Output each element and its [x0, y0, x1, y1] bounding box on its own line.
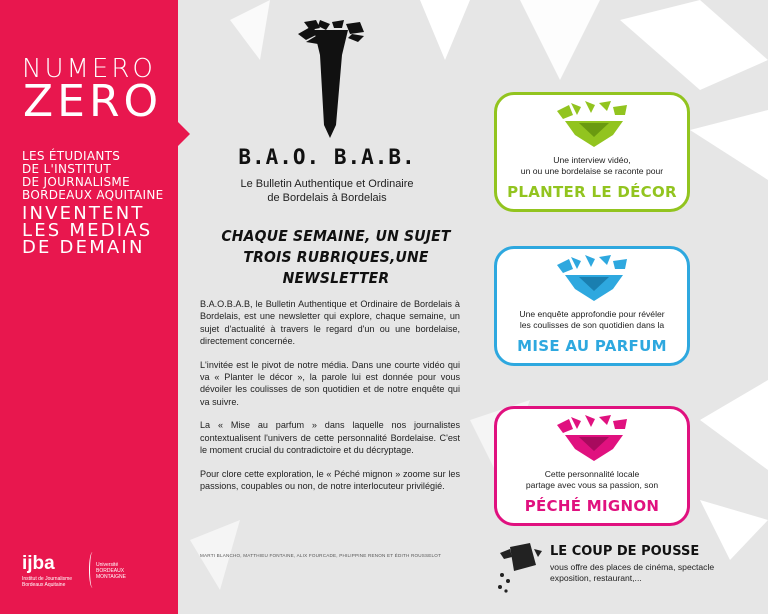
baobab-subtitle	[225, 177, 429, 205]
baobab-blue-icon	[555, 255, 633, 303]
card-description	[497, 469, 687, 491]
card-peche-mignon	[494, 406, 690, 526]
ijba-subtitle: Institut de Journalisme Bordeaux Aquitaine	[22, 576, 73, 588]
sidebar-arrow-icon	[178, 122, 190, 146]
invent-line: INVENTENT	[22, 203, 145, 224]
subtitle-line: Le Bulletin Authentique et Ordinaire	[240, 178, 414, 190]
invent-line: LES MEDIAS	[22, 220, 153, 241]
paragraph: L'invitée est le pivot de notre média. Dans une courte vidéo qui va « Planter le décor », la parole lui est donnée pour vous dévoiler les coulisses de son quotidien et de notre enquête qui va suivre.	[200, 359, 460, 407]
headline-line: TROIS RUBRIQUES,UNE NEWSLETTER	[243, 248, 429, 287]
sidebar	[0, 0, 178, 614]
university-mark-icon	[89, 552, 96, 588]
students-text	[22, 150, 164, 202]
paragraph: Pour clore cette exploration, le « Péché mignon » zoome sur les passions, coupables ou non, de notre interlocuteur privilégié.	[200, 468, 460, 492]
students-line: LES ÉTUDIANTS	[22, 149, 121, 163]
card-planter-le-decor	[494, 92, 690, 212]
card-description	[497, 309, 687, 331]
paragraph: B.A.O.B.A.B, le Bulletin Authentique et Ordinaire de Bordelais à Bordelais, est une newsletter qui explore, chaque semaine, un sujet d'actualité à travers le regard d'un ou une bordelaise, directement concernée.	[200, 299, 460, 346]
desc-line: vous offre des places de cinéma, spectacle	[550, 562, 715, 572]
subtitle-line: de Bordelais à Bordelais	[267, 192, 387, 204]
credits: MARTI BLANCHO, MATTHIEU FONTAINE, ALIX FOURCADE, PHILIPPINE RENON ET ÉDITH ROUSSELOT	[200, 553, 442, 558]
baobab-green-icon	[555, 101, 633, 149]
coup-de-pousse-description	[550, 562, 750, 584]
desc-line: Une enquête approfondie pour révéler	[519, 309, 665, 319]
students-line: DE JOURNALISME	[22, 175, 130, 189]
baobab-title: B.A.O. B.A.B.	[238, 145, 416, 169]
invent-line: DE DEMAIN	[22, 237, 145, 258]
baobab-pink-icon	[555, 415, 633, 463]
university-logo: Université BORDEAUX MONTAIGNE	[96, 562, 126, 580]
desc-line: Cette personnalité locale	[544, 469, 640, 479]
coup-de-pousse-title: LE COUP DE POUSSE	[550, 544, 700, 559]
desc-line: Une interview vidéo,	[553, 155, 631, 165]
watering-can-icon	[496, 543, 546, 595]
students-line: BORDEAUX AQUITAINE	[22, 188, 164, 202]
headline	[205, 226, 467, 289]
paragraph: La « Mise au parfum » dans laquelle nos journalistes contextualisent l'univers de cette personnalité Bordelaise. C'est le moment crucial du contradictoire et du décryptage.	[200, 420, 460, 455]
headline-line: CHAQUE SEMAINE, UN SUJET	[221, 227, 451, 245]
body-text	[200, 298, 460, 504]
ijba-logo: ijba	[22, 553, 55, 574]
invent-text	[22, 205, 152, 256]
card-mise-au-parfum	[494, 246, 690, 366]
desc-line: partage avec vous sa passion, son	[525, 480, 659, 490]
desc-line: un ou une bordelaise se raconte pour	[520, 166, 664, 176]
baobab-tree-icon	[296, 20, 366, 142]
zero-label: ZERO	[23, 76, 163, 127]
rubrique-title: PLANTER LE DÉCOR	[507, 183, 677, 201]
numero-label: NUMERO	[22, 54, 156, 84]
rubrique-title: MISE AU PARFUM	[517, 337, 667, 355]
desc-line: les coulisses de son quotidien dans la	[519, 320, 665, 330]
rubrique-title: PÉCHÉ MIGNON	[524, 497, 660, 515]
students-line: DE L'INSTITUT	[22, 162, 111, 176]
desc-line: exposition, restaurant,...	[550, 573, 642, 583]
card-description	[497, 155, 687, 177]
